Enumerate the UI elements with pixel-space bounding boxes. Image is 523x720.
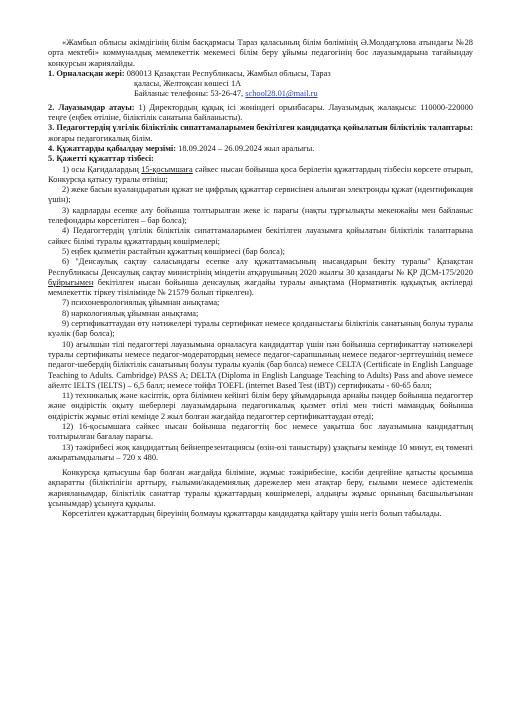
section-deadline	[48, 144, 473, 154]
section-location-text: 080013 Қазақстан Республикасы, Жамбыл облысы, Тараз	[124, 68, 331, 78]
order-link: бұйрығымен	[48, 277, 94, 287]
annex-link: 15-қосымшаға	[141, 164, 193, 174]
closing-note: Көрсетілген құжаттардың біреуінің болмауы құжаттарды кандидатқа қайтару үшін негіз болып табылады.	[62, 509, 442, 519]
list-item: 10) ағылшын тілі педагогтері лауазымына орналасуға кандидаттар үшін пән бойынша сертификаттау нәтижелері туралы сертификаты немесе педагог-модератордың немесе педагог-сарапшының немесе педагог-зерттеушінің немесе педагог-шебердің біліктілік санатының болуы туралы куәлік (бар болса) немесе CELTA (Certificate in English Language Teaching to Adults. Cambridge) PASS A; DELTA (Diploma in English Language Teaching to Adults) Pass and above немесе айелтс IELTS (IELTS) – 6,5 балл; немесе тойфл TOEFL (internet Based Test (iBT)) сертификаты - 60-65 балл;	[48, 339, 473, 390]
list-item: 12) 16-қосымшаға сәйкес нысан бойынша педагогтің бос немесе уақытша бос лауазымына кандидаттың толтырылған бағалау парағы.	[48, 421, 473, 442]
list-item: 5) еңбек қызметін растайтын құжаттың көшірмесі (бар болса);	[62, 246, 285, 256]
section-requirements	[48, 123, 473, 144]
section-positions-text: 1) Директордың құқық ісі жөніндегі орынбасары. Лауазымдық жалақысы: 110000-220000 теңге (еңбек өтіліне, біліктілік санатына байланысты).	[48, 102, 473, 123]
list-item: 11) техникалық және кәсіптік, орта білімнен кейінгі білім беру ұйымдарында арнайы пәндер бойынша педагогтер және өндірістік оқыту шеберлері лауазымдарына педагогикалық қызмет өтілі мен тиісті мамандық бойынша өндірістік жұмыс өтілі кемінде 2 жыл болған жағдайда педагогтер сертификаттаудан өтеді;	[48, 391, 473, 421]
section-positions	[48, 103, 473, 124]
list-item	[48, 165, 473, 186]
section-location	[48, 69, 473, 79]
section-positions-label: 2. Лауазымдар атауы:	[48, 102, 135, 112]
section-deadline-text: 18.09.2024 – 26.09.2024 жыл аралығы.	[176, 143, 315, 153]
contact-phone-line	[48, 89, 473, 99]
list-item: 3) кадрларды есепке алу бойынша толтырылған жеке іс парағы (нақты тұрғылықты мекенжайы мен байланыс телефондары көрсетілген – бар болса);	[48, 205, 473, 226]
list-item: 13) тәжірибесі жоқ кандидаттың бейнепрезентациясы (өзін-өзі таныстыру) ұзақтығы кемінде 10 минут, ең төменгі ажыратымдылығы – 720 х 480.	[48, 442, 473, 462]
list-item	[48, 257, 473, 298]
closing-paragraph: Конкурсқа қатысушы бар болған жағдайда біліміне, жұмыс тәжірибесіне, кәсіби деңгейіне қатысты қосымша ақпаратты (біліктілігін арттыру, ғылыми/академиялық дәрежелер мен атақтар беру, ғылыми немесе әдістемелік жарияланымдар, біліктілік санаттар туралы құжаттардың көшірмелері, алдыңғы жұмыс орнының басшылығынан ұсынымдар) ұсынуға құқылы.	[48, 468, 473, 509]
list-item-text: 1) осы Қағидалардың	[62, 164, 142, 174]
section-requirements-text: жоғары педагогикалық білім.	[48, 133, 153, 143]
list-item-text: 6) "Денсаулық сақтау саласындағы есепке алу құжаттамасының нысандарын бекіту туралы" Қазақстан Республикасы Денсаулық сақтау министрінің міндетін атқарушының 2020 жылғы 30 қазандағы № ҚР ДСМ-175/2020	[48, 257, 473, 277]
section-requirements-label: 3. Педагогтердің үлгілік біліктілік сипаттамаларымен бекітілген кандидатқа қойылатын біліктілік талаптары:	[48, 123, 473, 133]
section-deadline-label: 4. Құжаттарды қабылдау мерзімі:	[48, 143, 177, 153]
list-item-text: бекітілген нысан бойынша денсаулық жағдайы туралы анықтама (Нормативтік құқықтық актілерді мемлекеттік тіркеу тізілімінде № 21579 болып тіркелген).	[48, 277, 473, 298]
location-address: қаласы, Желтоқсан көшесі 1А	[134, 79, 242, 89]
list-item-text: сәйкес нысан бойынша қоса берілетін құжаттардың тізбесін көрсете отырып, Конкурсқа қатысу туралы өтініш;	[48, 164, 473, 184]
section-location-label: 1. Орналасқан жері:	[48, 68, 125, 78]
section-documents-label: 5. Қажетті құжаттар тізбесі:	[48, 154, 154, 164]
list-item: 8) наркологиялық ұйымнан анықтама;	[62, 308, 199, 318]
list-item: 2) жеке басын куәландыратын құжат не цифрлық құжаттар сервисінен алынған электронды құжат (идентификация үшін);	[48, 185, 473, 205]
list-item: 9) сертификаттаудан өту нәтижелері туралы сертификат немесе қолданыстағы біліктілік санатының болуы туралы куәлік (бар болса);	[48, 319, 473, 339]
list-item: 7) психоневрологиялық ұйымнан анықтама;	[62, 298, 220, 308]
contact-phone: Байланыс телефоны: 53-26-47,	[134, 89, 246, 99]
list-item: 4) Педагогтердің үлгілік біліктілік сипаттамаларымен бекітілген лауазымға қойылатын біліктілік талаптарына сәйкес білімі туралы құжаттардың көшірмелері;	[48, 226, 473, 246]
contact-email-link[interactable]: school28.01@mail.ru	[245, 89, 318, 99]
announcement-intro: «Жамбыл облысы әкімдігінің білім басқармасы Тараз қаласының білім бөлімінің Ә.Молдағұлова атындағы №28 орта мектебі» коммуналдық мемлекеттік мекемесі білім беру ұйымы педагогінің бос лауазымдарына тағайындау конкурсын жариялайды.	[48, 38, 473, 68]
